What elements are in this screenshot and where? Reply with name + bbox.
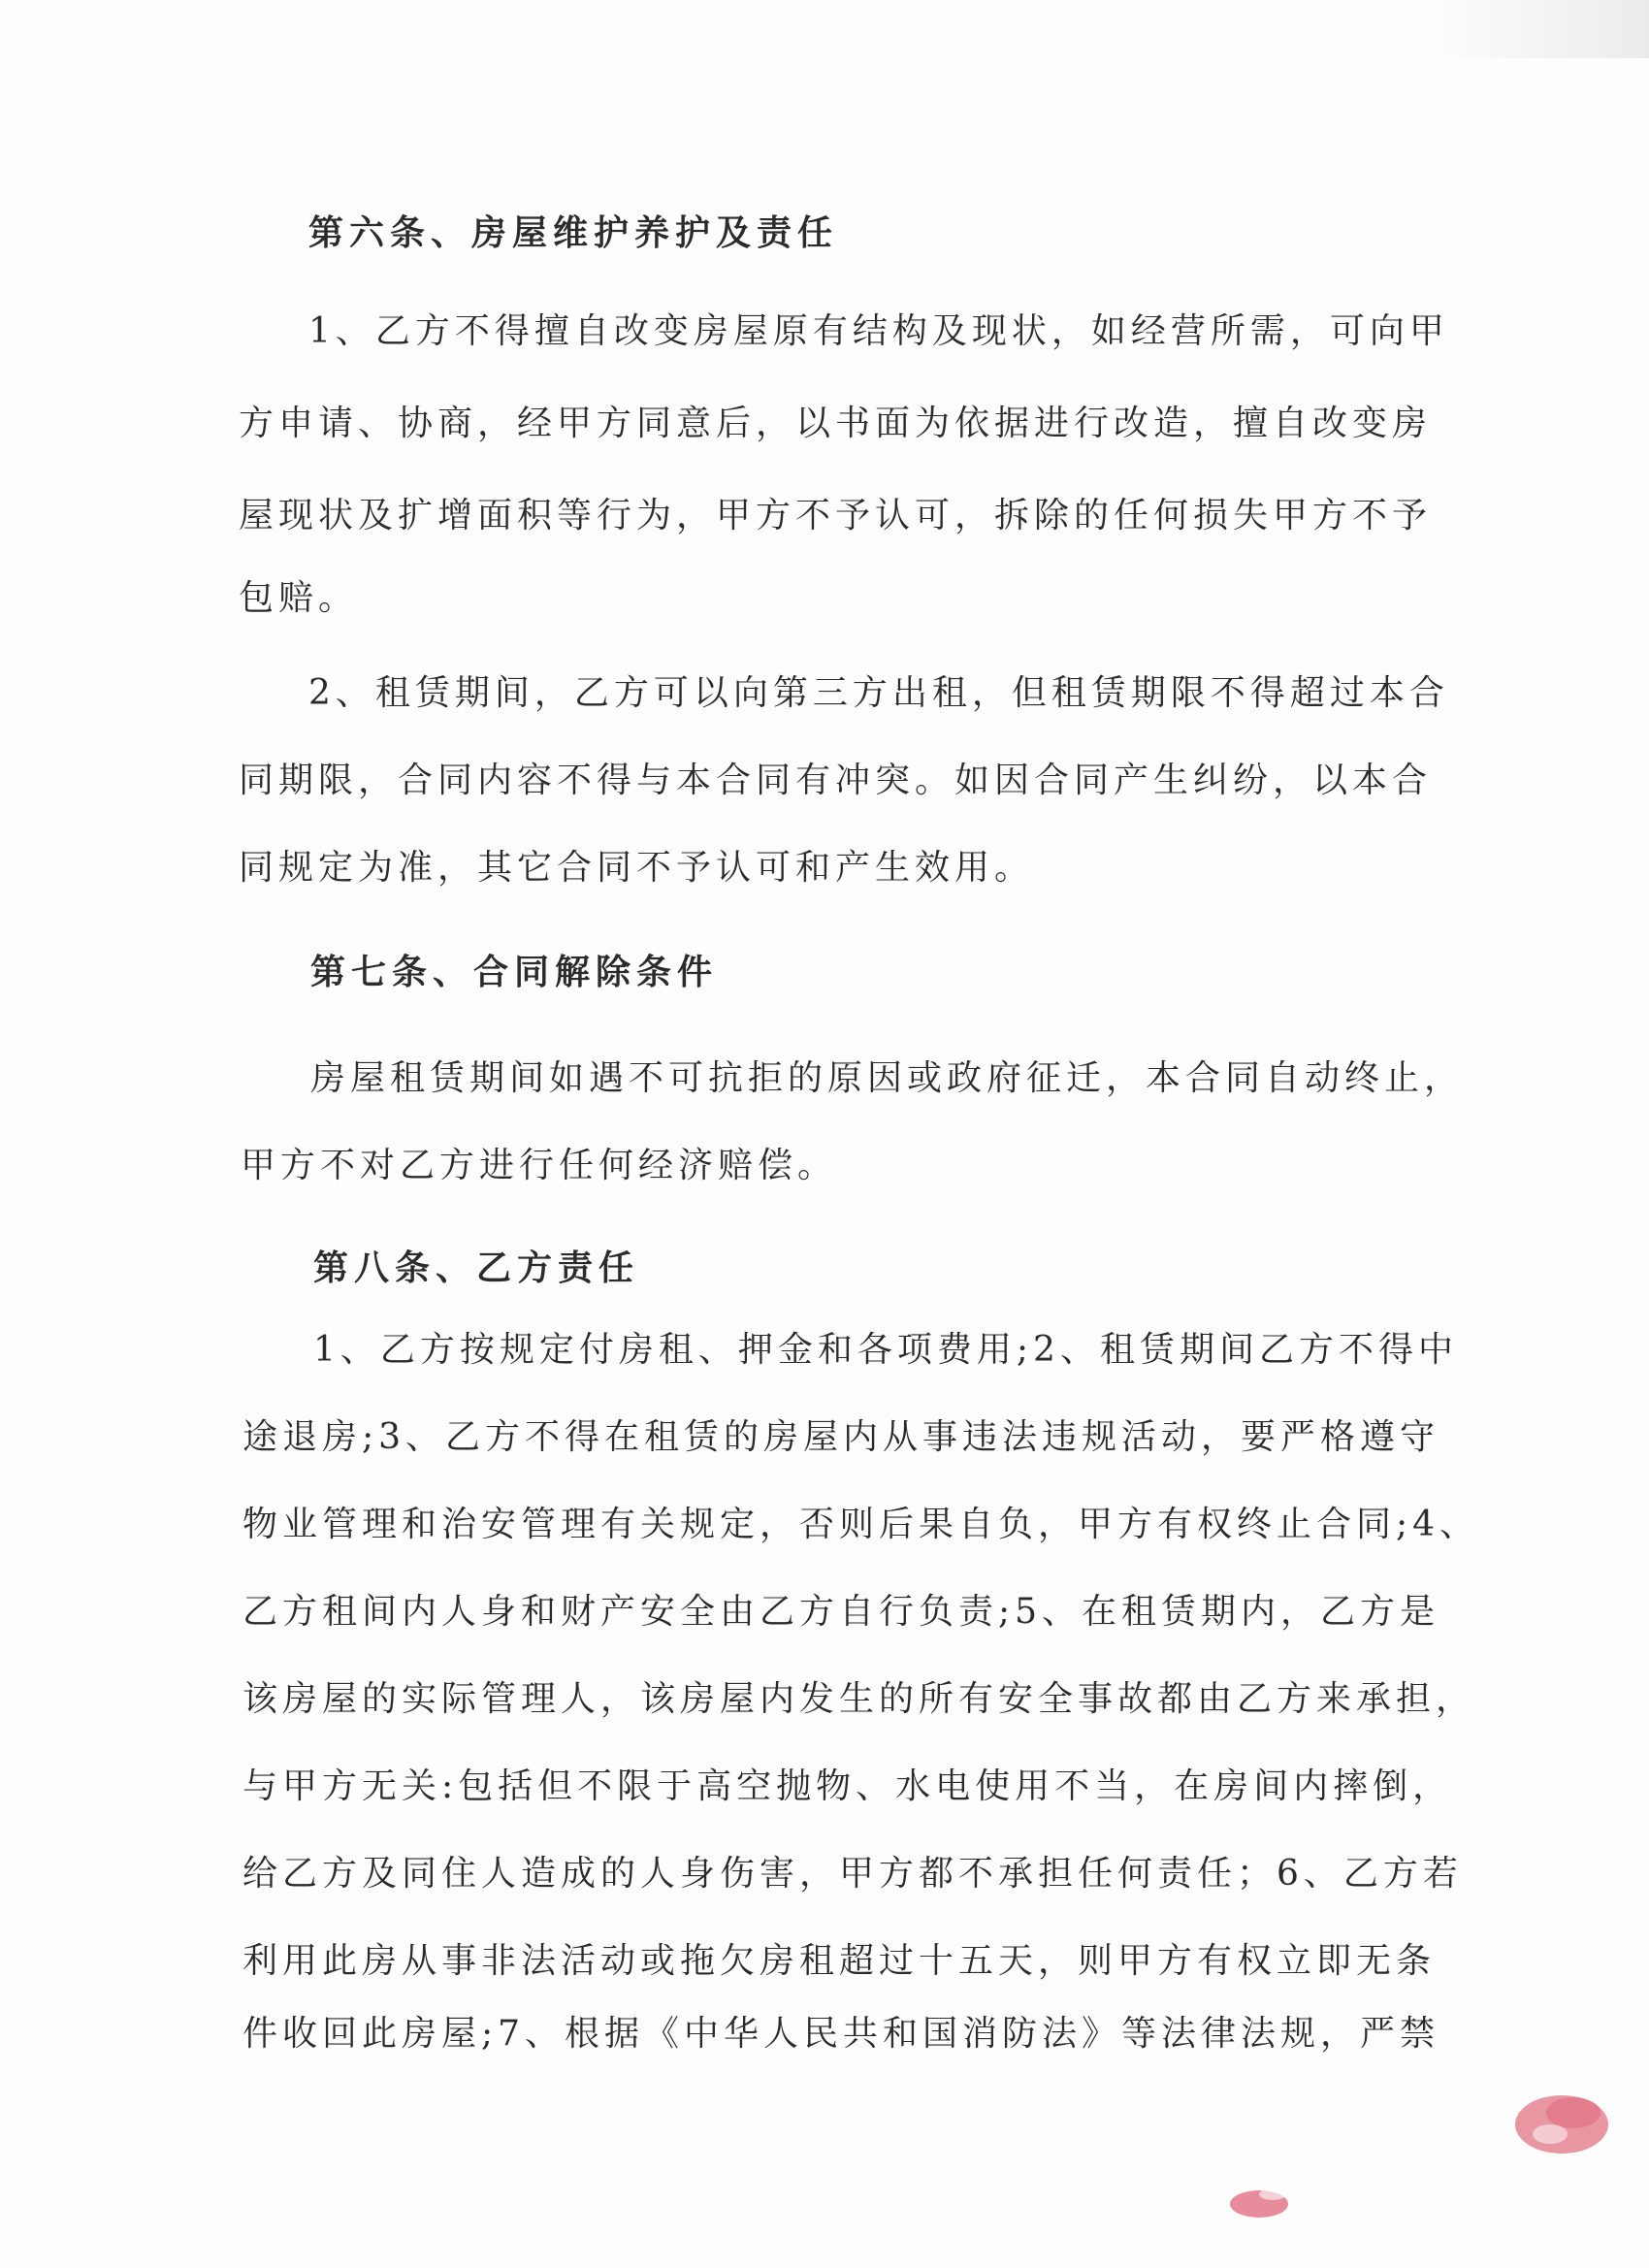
red-seal-fragment-right [1515,2095,1608,2154]
article-8-p1-line-8: 利用此房从事非法活动或拖欠房租超过十五天，则甲方有权立即无条 [242,1941,1437,1981]
article-6-p1-line-3: 屋现状及扩增面积等行为，甲方不予认可，拆除的任何损失甲方不予 [239,496,1433,535]
article-6-p2-line-3: 同规定为准，其它合同不予认可和产生效用。 [239,848,1035,888]
article-6-p1-line-1: 1、乙方不得擅自改变房屋原有结构及现状，如经营所需，可向甲 [308,311,1449,351]
article-8-p1-line-6: 与甲方无关:包括但不限于高空抛物、水电使用不当，在房间内摔倒， [242,1766,1453,1806]
article-6-p1-line-2: 方申请、协商，经甲方同意后，以书面为依据进行改造，擅自改变房 [239,404,1433,443]
article-6-p2-line-2: 同期限，合同内容不得与本合同有冲突。如因合同产生纠纷，以本合 [239,761,1433,800]
article-7-p1-line-1: 房屋租赁期间如遇不可抗拒的原因或政府征迁，本合同自动终止， [310,1058,1465,1098]
article-7-heading: 第七条、合同解除条件 [310,952,719,992]
article-8-p1-line-9: 件收回此房屋;7、根据《中华人民共和国消防法》等法律法规，严禁 [242,2014,1440,2054]
article-8-p1-line-7: 给乙方及同住人造成的人身伤害，甲方都不承担任何责任；6、乙方若 [242,1854,1463,1894]
article-8-p1-line-3: 物业管理和治安管理有关规定，否则后果自负，甲方有权终止合同;4、 [242,1505,1480,1544]
article-8-p1-line-1: 1、乙方按规定付房租、押金和各项费用;2、租赁期间乙方不得中 [313,1330,1458,1370]
article-7-p1-line-2: 甲方不对乙方进行任何经济赔偿。 [241,1146,838,1185]
article-6-p2-line-1: 2、租赁期间，乙方可以向第三方出租，但租赁期限不得超过本合 [308,673,1449,713]
scan-edge-shadow [1436,0,1649,58]
article-8-p1-line-4: 乙方租间内人身和财产安全由乙方自行负责;5、在租赁期内，乙方是 [242,1592,1440,1632]
article-6-p1-line-4: 包赔。 [239,578,359,618]
article-6-heading: 第六条、房屋维护养护及责任 [308,212,839,253]
article-8-p1-line-2: 途退房;3、乙方不得在租赁的房屋内从事违法违规活动，要严格遵守 [242,1417,1440,1457]
article-8-p1-line-5: 该房屋的实际管理人，该房屋内发生的所有安全事故都由乙方来承担， [242,1679,1476,1719]
article-8-heading: 第八条、乙方责任 [313,1247,640,1288]
red-seal-fragment-bottom [1230,2188,1288,2218]
